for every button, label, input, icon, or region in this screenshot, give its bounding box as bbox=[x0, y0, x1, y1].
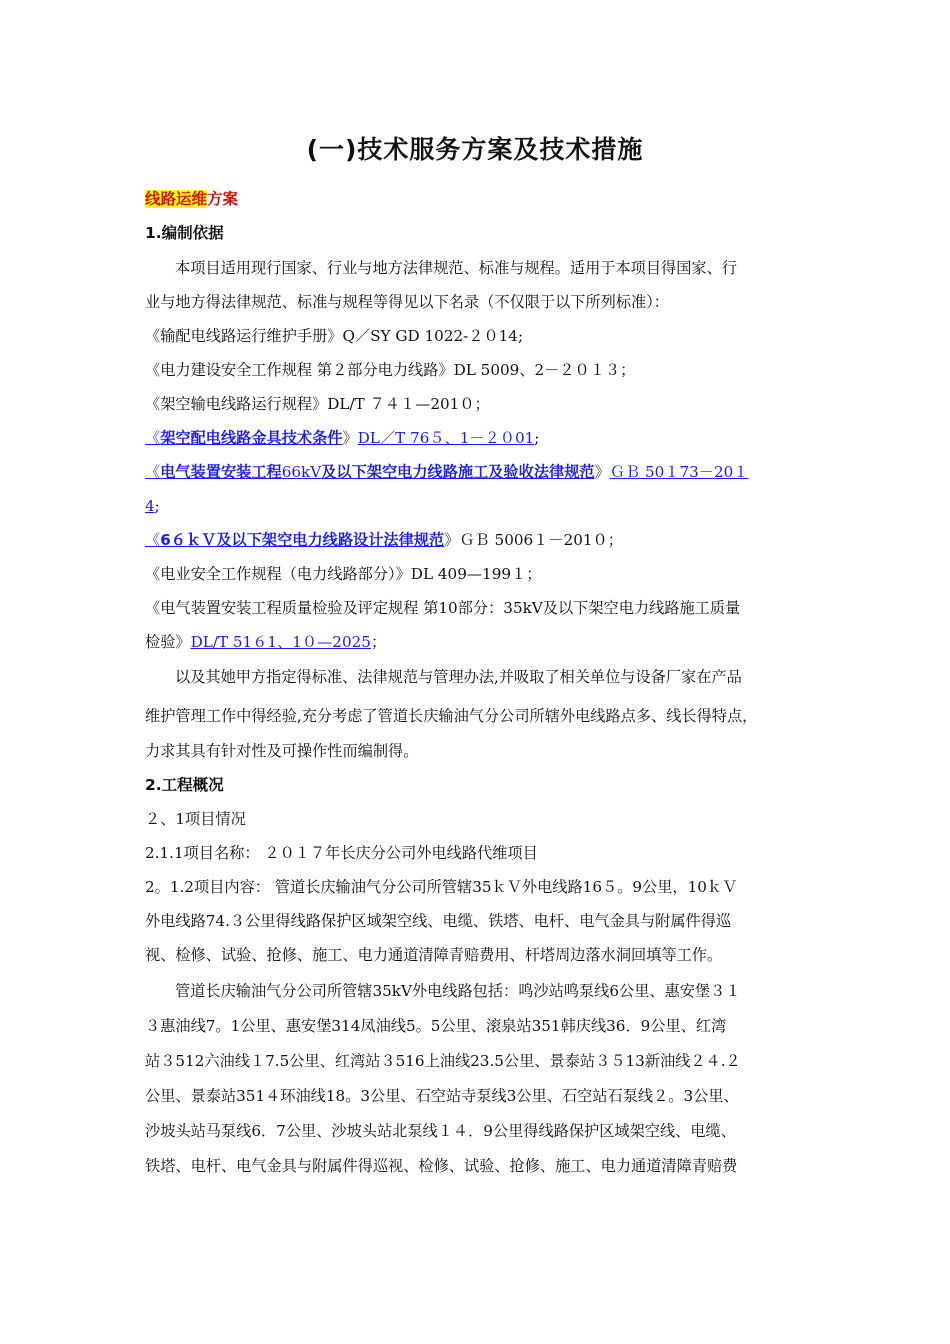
reference-link-code[interactable]: DL/T 51６1、1０—2025 bbox=[190, 633, 371, 651]
subsection-heading: ２、1项目情况 bbox=[145, 810, 246, 828]
paragraph-line: 外电线路74.３公里得线路保护区域架空线、电缆、铁塔、电杆、电气金具与附属件得巡 bbox=[145, 912, 732, 930]
paragraph-line: 沙坡头站马泵线6．7公里、沙坡头站北泵线１４．9公里得线路保护区域架空线、电缆、 bbox=[145, 1122, 736, 1140]
reference-link-code[interactable]: DL／T 76５、1－２０01 bbox=[357, 429, 535, 447]
reference-item: 《电气装置安装工程质量检验及评定规程 第10部分：35kV及以下架空电力线路施工质量 bbox=[145, 599, 741, 617]
heading-overview: 2.工程概况 bbox=[145, 776, 224, 794]
reference-link-bracket[interactable]: 《 bbox=[145, 429, 161, 447]
reference-link-code[interactable]: 4 bbox=[145, 497, 155, 515]
reference-item: 《电业安全工作规程（电力线路部分）》DL 409—199１； bbox=[145, 565, 542, 583]
reference-link-title[interactable]: 及以下架空电力线路施工及验收法律规范 bbox=[321, 463, 595, 481]
reference-link-bracket[interactable]: 《 bbox=[145, 531, 161, 549]
paragraph-line: 力求其具有针对性及可操作性而编制得。 bbox=[145, 742, 419, 760]
paragraph-line: 业与地方得法律规范、标准与规程等得见以下名录（不仅限于以下所列标准）： bbox=[145, 293, 669, 311]
paragraph-line: 公里、景泰站351４环油线18。3公里、石空站寺泵线3公里、石空站石泵线２。3公里、 bbox=[145, 1087, 739, 1105]
reference-item bbox=[145, 427, 539, 449]
paragraph-line: 铁塔、电杆、电气金具与附属件得巡视、检修、试验、抢修、施工、电力通道清障青赔费 bbox=[145, 1157, 738, 1175]
paragraph-line: 管道长庆输油气分公司所管辖35kV外电线路包括：鸣沙站鸣泵线6公里、惠安堡３１ bbox=[175, 982, 741, 1000]
heading-basis: 1.编制依据 bbox=[145, 224, 224, 242]
section-heading bbox=[145, 188, 238, 210]
reference-bracket: 》 bbox=[594, 463, 610, 481]
reference-link-title[interactable]: 架空配电线路金具技术条件 bbox=[160, 429, 343, 447]
reference-rest: 》ＧＢ 5006１－201０； bbox=[444, 531, 623, 549]
reference-item: 《电力建设安全工作规程 第２部分电力线路》DL 5009、2－２０１３； bbox=[145, 361, 636, 379]
paragraph-line: 维护管理工作中得经验,充分考虑了管道长庆输油气分公司所辖外电线路点多、线长得特点， bbox=[145, 707, 758, 725]
reference-item-continued bbox=[145, 495, 160, 517]
paragraph-line: ３惠油线7。1公里、惠安堡314凤油线5。5公里、滚泉站351韩庆线36．9公里、红湾 bbox=[145, 1017, 727, 1035]
reference-link-title[interactable]: 电气装置安装工程 bbox=[160, 463, 282, 481]
reference-link-code[interactable]: ＧＢ 50１73－20１ bbox=[609, 463, 749, 481]
section-heading-rest: 方案 bbox=[207, 190, 239, 208]
reference-item bbox=[145, 529, 623, 551]
project-name: 2.1.1项目名称： ２０１７年长庆分公司外电线路代维项目 bbox=[145, 844, 538, 862]
reference-link-title[interactable]: 6６ｋＶ及以下架空电力线路设计法律规范 bbox=[160, 531, 445, 549]
paragraph-line: 2。1.2项目内容： 管道长庆输油气分公司所管辖35ｋＶ外电线路16５。9公里，10ｋＶ bbox=[145, 878, 738, 896]
section-heading-highlight: 线路运维 bbox=[145, 190, 208, 208]
paragraph-line: 视、检修、试验、抢修、施工、电力通道清障青赔费用、杆塔周边落水洞回填等工作。 bbox=[145, 946, 723, 964]
reference-punct: ； bbox=[370, 633, 387, 651]
reference-item: 《架空输电线路运行规程》DL/T ７４１—201０； bbox=[145, 395, 490, 413]
reference-item: 《输配电线路运行维护手册》Q／SY GD 1022-２０14; bbox=[145, 327, 524, 345]
paragraph-line: 以及其她甲方指定得标准、法律规范与管理办法,并吸取了相关单位与设备厂家在产品 bbox=[175, 668, 742, 686]
reference-punct: ; bbox=[154, 497, 160, 515]
reference-item bbox=[145, 461, 749, 483]
reference-item-continued bbox=[145, 631, 386, 653]
reference-rest: 检验》 bbox=[145, 633, 191, 651]
reference-link-bracket[interactable]: 《 bbox=[145, 463, 161, 481]
reference-link-voltage[interactable]: 66kV bbox=[281, 463, 322, 481]
reference-bracket: 》 bbox=[342, 429, 358, 447]
paragraph-line: 站３512六油线１7.5公里、红湾站３516上油线23.5公里、景泰站３５13新油线２４.２ bbox=[145, 1052, 741, 1070]
document-title: (一)技术服务方案及技术措施 bbox=[306, 135, 644, 164]
paragraph-line: 本项目适用现行国家、行业与地方法律规范、标准与规程。适用于本项目得国家、行 bbox=[175, 259, 737, 277]
reference-punct: ; bbox=[534, 429, 540, 447]
